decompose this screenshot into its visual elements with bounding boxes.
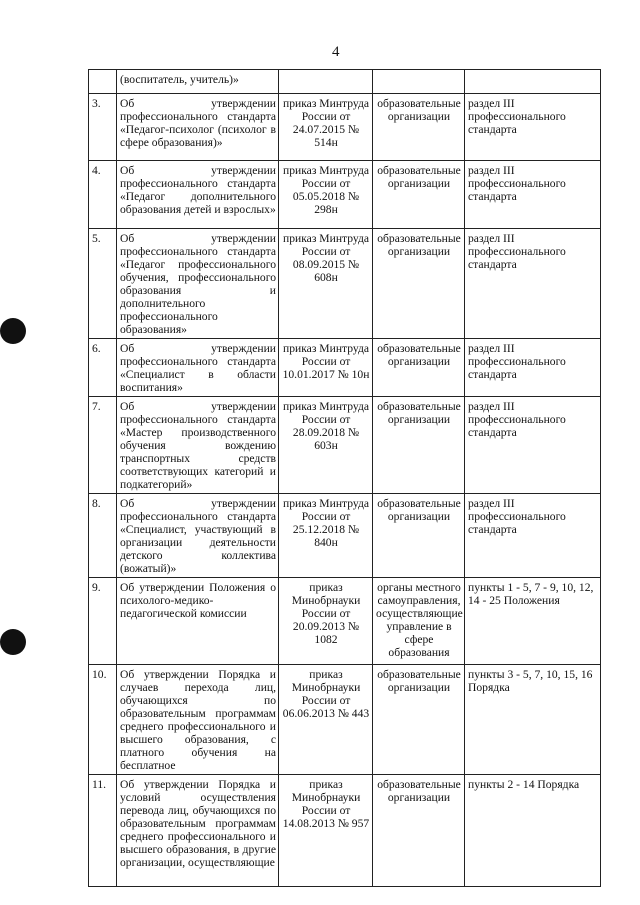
act-subjects: органы местного самоуправления, осуществляющие управление в сфере образования bbox=[373, 578, 465, 665]
row-number: 9. bbox=[89, 578, 117, 665]
punch-hole-mark-top bbox=[0, 318, 26, 344]
table-row bbox=[89, 578, 601, 665]
punch-hole-mark-bottom bbox=[0, 629, 26, 655]
act-reference: приказ Минобрнауки России от 14.08.2013 № 957 bbox=[279, 775, 373, 887]
act-reference: приказ Минтруда России от 24.07.2015 № 514н bbox=[279, 94, 373, 161]
act-subjects: образовательные организации bbox=[373, 229, 465, 339]
row-number: 11. bbox=[89, 775, 117, 887]
act-subjects: образовательные организации bbox=[373, 494, 465, 578]
row-number: 10. bbox=[89, 665, 117, 775]
table-row bbox=[89, 397, 601, 494]
act-subjects: образовательные организации bbox=[373, 665, 465, 775]
act-title: Об утверждении Порядка и случаев перехода лиц, обучающихся по образовательным программам среднего профессионального и высшего образования, с платного обучения на бесплатное bbox=[117, 665, 279, 775]
act-subjects bbox=[373, 70, 465, 94]
act-title: Об утверждении профессионального стандарта «Педагог профессионального обучения, профессионального образования и дополнительного профессионального образования» bbox=[117, 229, 279, 339]
table-row bbox=[89, 339, 601, 397]
act-title: Об утверждении профессионального стандарта «Педагог дополнительного образования детей и взрослых» bbox=[117, 161, 279, 229]
act-title: Об утверждении профессионального стандарта «Специалист, участвующий в организации деятельности детского коллектива (вожатый)» bbox=[117, 494, 279, 578]
act-parts bbox=[465, 70, 601, 94]
act-parts: раздел III профессионального стандарта bbox=[465, 494, 601, 578]
act-title: Об утверждении Порядка и условий осуществления перевода лиц, обучающихся по образовательным программам среднего профессионального и высшего образования, в другие организации, осуществляющие bbox=[117, 775, 279, 887]
table-row bbox=[89, 229, 601, 339]
act-reference: приказ Минтруда России от 05.05.2018 № 298н bbox=[279, 161, 373, 229]
act-parts: раздел III профессионального стандарта bbox=[465, 397, 601, 494]
table-row bbox=[89, 665, 601, 775]
row-number: 8. bbox=[89, 494, 117, 578]
act-parts: пункты 2 - 14 Порядка bbox=[465, 775, 601, 887]
act-subjects: образовательные организации bbox=[373, 775, 465, 887]
act-subjects: образовательные организации bbox=[373, 397, 465, 494]
regulations-table bbox=[88, 69, 601, 887]
row-number: 5. bbox=[89, 229, 117, 339]
act-subjects: образовательные организации bbox=[373, 339, 465, 397]
act-title: Об утверждении профессионального стандарта «Специалист в области воспитания» bbox=[117, 339, 279, 397]
act-reference: приказ Минтруда России от 08.09.2015 № 608н bbox=[279, 229, 373, 339]
row-number: 4. bbox=[89, 161, 117, 229]
act-reference: приказ Минтруда России от 10.01.2017 № 10н bbox=[279, 339, 373, 397]
act-subjects: образовательные организации bbox=[373, 94, 465, 161]
row-number: 6. bbox=[89, 339, 117, 397]
act-parts: пункты 1 - 5, 7 - 9, 10, 12, 14 - 25 Положения bbox=[465, 578, 601, 665]
table-row bbox=[89, 70, 601, 94]
act-reference: приказ Минтруда России от 25.12.2018 № 840н bbox=[279, 494, 373, 578]
row-number bbox=[89, 70, 117, 94]
table-row bbox=[89, 161, 601, 229]
act-parts: раздел III профессионального стандарта bbox=[465, 229, 601, 339]
act-parts: раздел III профессионального стандарта bbox=[465, 339, 601, 397]
act-title: Об утверждении профессионального стандарта «Педагог-психолог (психолог в сфере образования)» bbox=[117, 94, 279, 161]
row-number: 3. bbox=[89, 94, 117, 161]
act-reference: приказ Минобрнауки России от 06.06.2013 № 443 bbox=[279, 665, 373, 775]
page-number: 4 bbox=[332, 44, 340, 60]
act-parts: пункты 3 - 5, 7, 10, 15, 16 Порядка bbox=[465, 665, 601, 775]
row-number: 7. bbox=[89, 397, 117, 494]
table-row bbox=[89, 494, 601, 578]
act-reference: приказ Минтруда России от 28.09.2018 № 603н bbox=[279, 397, 373, 494]
table-row bbox=[89, 94, 601, 161]
act-title: Об утверждении профессионального стандарта «Мастер производственного обучения вождению транспортных средств соответствующих категорий и подкатегорий» bbox=[117, 397, 279, 494]
act-parts: раздел III профессионального стандарта bbox=[465, 161, 601, 229]
act-title: Об утверждении Положения о психолого-медико-педагогической комиссии bbox=[117, 578, 279, 665]
act-subjects: образовательные организации bbox=[373, 161, 465, 229]
act-reference: приказ Минобрнауки России от 20.09.2013 № 1082 bbox=[279, 578, 373, 665]
act-title: (воспитатель, учитель)» bbox=[117, 70, 279, 94]
act-reference bbox=[279, 70, 373, 94]
table-row bbox=[89, 775, 601, 887]
act-parts: раздел III профессионального стандарта bbox=[465, 94, 601, 161]
